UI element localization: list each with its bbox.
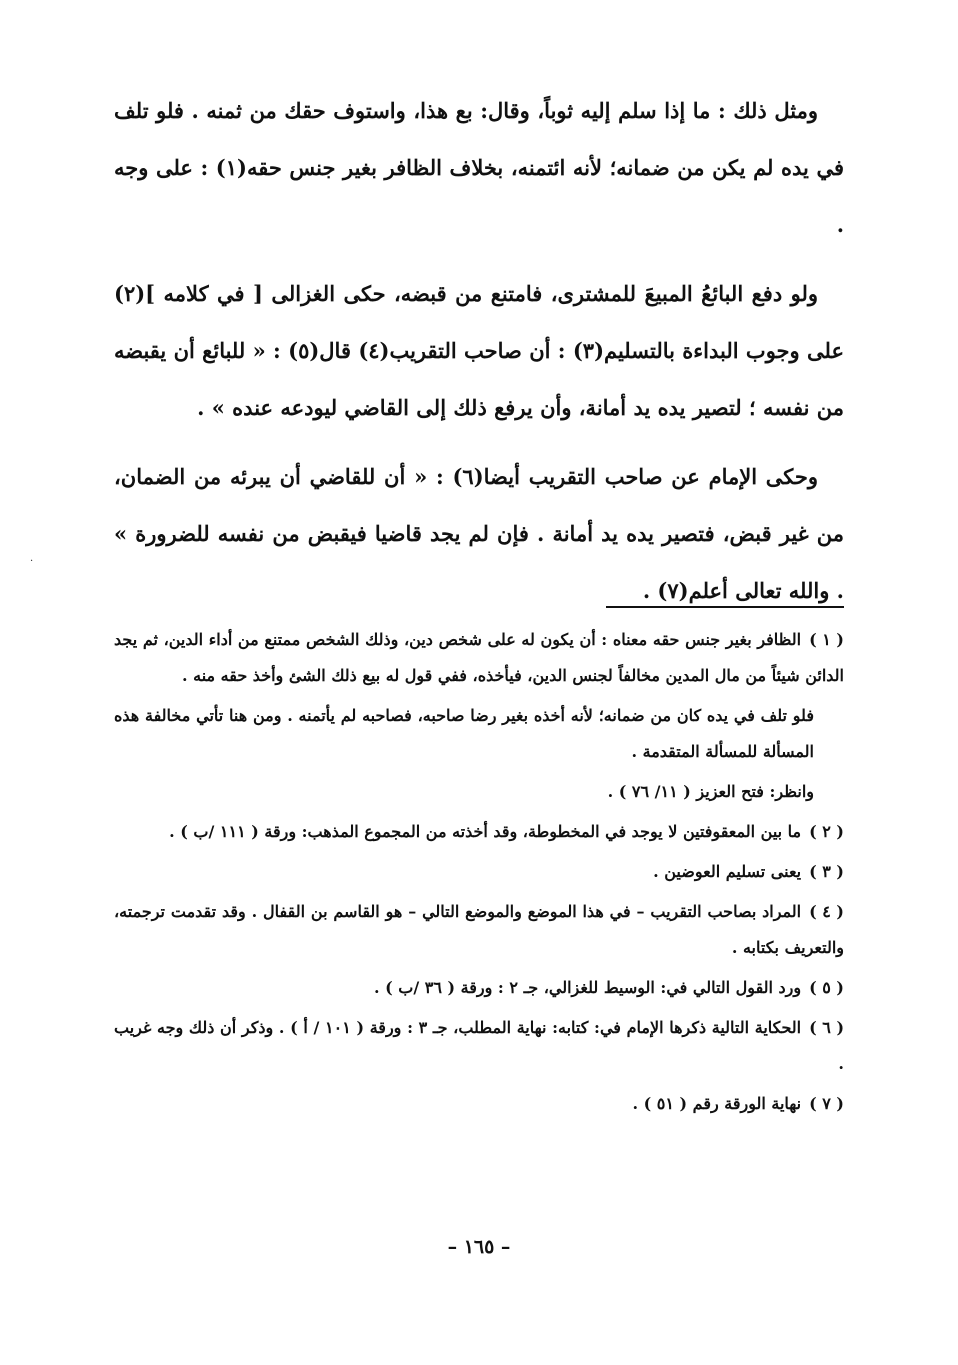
page-number: – ١٦٥ – [447, 1236, 511, 1258]
footnote-text: الحكاية التالية ذكرها الإمام في: كتابه: نهاية المطلب، جـ ٣ : ورقة ( ١٠١ / أ ) . وذكر أن ذلك وجه غريب . [114, 1018, 844, 1073]
footnote-separator [606, 606, 844, 608]
footnote-number: ( ١ ) [809, 630, 844, 649]
footnote-1 [114, 622, 844, 694]
footnote-text: نهاية الورقة رقم ( ٥١ ) . [632, 1094, 802, 1113]
footnote-text: ورد القول التالي في: الوسيط للغزالي، جـ ٢ : ورقة ( ٣٦ /ب ) . [374, 978, 802, 997]
footnote-text: وانظر: فتح العزيز ( ١١/ ٧٦ ) . [607, 782, 814, 801]
footnote-number: ( ٦ ) [809, 1018, 845, 1037]
paragraph: ومثل ذلك : ما إذا سلم إليه ثوباً، وقال: بع هذا، واستوف حقك من ثمنه . فلو تلف في يده لم يكن من ضمانه؛ لأنه ائتمنه، بخلاف الظافر بغير جنس حقه(١) : على وجه . [114, 98, 844, 237]
footnote-1-reference [114, 774, 844, 810]
footnotes [114, 622, 844, 1126]
footnote-2 [114, 814, 844, 850]
footnote-text: ما بين المعقوفتين لا يوجد في المخطوطة، وقد أخذته من المجموع المذهب: ورقة ( ١١١ /ب ) . [169, 822, 802, 841]
footnote-1-continued [114, 698, 844, 770]
footnote-number: ( ٥ ) [809, 978, 844, 997]
scan-speck: · [30, 556, 34, 567]
footnote-text: فلو تلف في يده كان من ضمانه؛ لأنه أخذه بغير رضا صاحبه، فصاحبه لم يأتمنه . ومن هنا تأتي مخالفة هذه المسألة للمسألة المتقدمة . [114, 706, 814, 761]
paragraph: ولو دفع البائعُ المبيعَ للمشترى، فامتنع من قبضه، حكى الغزالى [ في كلامه ](٢) على وجوب البداءة بالتسليم(٣) : أن صاحب التقريب(٤) قال(٥) : « للبائع أن يقبضه من نفسه ؛ لتصير يده يد أمانة، وأن يرفع ذلك إلى القاضي ليودعه عنده » . [114, 281, 844, 420]
footnote-5 [114, 970, 844, 1006]
footnote-3 [114, 854, 844, 890]
footnote-text: يعنى تسليم العوضين . [653, 862, 802, 881]
paragraph: وحكى الإمام عن صاحب التقريب أيضا(٦) : « أن للقاضي أن يبرئه من الضمان، من غير قبض، فتصير يده يد أمانة . فإن لم يجد قاضيا فيقبض من نفسه للضرورة » . والله تعالى أعلم(٧) . [114, 464, 844, 603]
footnote-4 [114, 894, 844, 966]
footnote-number: ( ٢ ) [809, 822, 844, 841]
footnote-text: المراد بصاحب التقريب – في هذا الموضع والموضع التالي – هو القاسم بن القفال . وقد تقدمت ترجمته، والتعريف بكتابه . [114, 902, 844, 957]
footnote-number: ( ٧ ) [809, 1094, 844, 1113]
footnote-number: ( ٤ ) [809, 902, 844, 921]
footnote-text: الظافر بغير جنس حقه معناه : أن يكون له على شخص دين، وذلك الشخص ممتنع من أداء الدين، ثم يجد الدائن شيئاً من مال المدين مخالفاً لجنس الدين، فيأخذه، ففي قول له بيع ذلك الشئ وأخذ حقه منه . [114, 630, 844, 685]
footnote-number: ( ٣ ) [809, 862, 844, 881]
footnote-7 [114, 1086, 844, 1122]
footnote-6 [114, 1010, 844, 1082]
main-text [114, 82, 844, 631]
